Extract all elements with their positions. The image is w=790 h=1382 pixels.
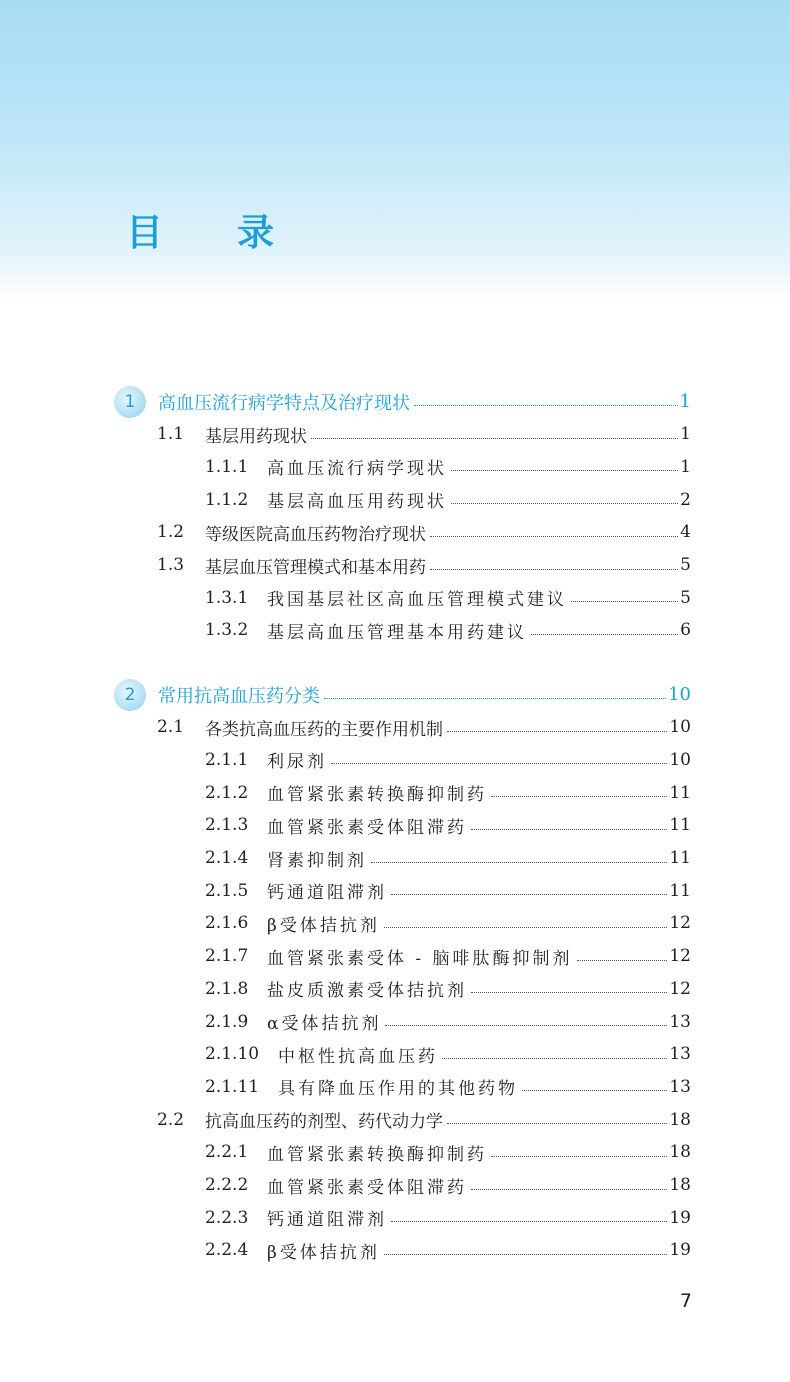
dot-leader	[385, 1025, 667, 1026]
toc-section-title: 抗高血压药的剂型、药代动力学	[205, 1112, 443, 1133]
chapter-number-badge: 1	[114, 386, 146, 418]
toc-page-number: 19	[669, 1240, 691, 1261]
toc-subsection-title: 钙通道阻滞剂	[267, 1210, 387, 1231]
dot-leader	[442, 1058, 667, 1059]
toc-section-entry[interactable]	[157, 418, 691, 451]
toc-subsection-title: β受体拮抗剂	[267, 915, 380, 936]
toc-subsection-number: 2.2.4	[205, 1240, 249, 1261]
toc-subsection-entry[interactable]	[205, 776, 691, 809]
toc-subsection-number: 1.1.1	[205, 456, 249, 477]
toc-section-number: 1.3	[157, 555, 185, 575]
dot-leader	[430, 569, 678, 570]
dot-leader	[451, 503, 678, 504]
toc-page-number: 13	[669, 1011, 691, 1032]
dot-leader	[451, 470, 678, 471]
toc-section-title: 各类抗高血压药的主要作用机制	[205, 719, 443, 740]
toc-subsection-entry[interactable]	[205, 842, 691, 875]
toc-page-number: 1	[680, 424, 691, 445]
toc-subsection-number: 2.1.1	[205, 749, 249, 770]
toc-subsection-number: 2.1.9	[205, 1011, 249, 1032]
toc-subsection-entry[interactable]	[205, 450, 691, 483]
toc-subsection-title: β受体拮抗剂	[267, 1242, 380, 1263]
dot-leader	[471, 829, 667, 830]
dot-leader	[571, 601, 678, 602]
toc-subsection-entry[interactable]	[205, 1169, 691, 1202]
toc-page-number: 10	[669, 749, 691, 770]
toc-page-number: 18	[669, 1109, 691, 1130]
dot-leader	[447, 731, 667, 732]
toc-subsection-entry[interactable]	[205, 1136, 691, 1169]
toc-subsection-number: 2.1.6	[205, 913, 249, 934]
dot-leader	[522, 1090, 667, 1091]
toc-subsection-title: 盐皮质激素受体拮抗剂	[267, 981, 467, 1002]
toc-subsection-title: α受体拮抗剂	[267, 1014, 382, 1034]
toc-subsection-title: 中枢性抗高血压药	[278, 1046, 438, 1067]
dot-leader	[447, 1123, 667, 1124]
toc-subsection-title: 钙通道阻滞剂	[267, 883, 387, 904]
toc-page-number: 12	[669, 978, 691, 999]
toc-subsection-number: 2.2.3	[205, 1207, 249, 1228]
toc-subsection-title: 具有降血压作用的其他药物	[278, 1079, 518, 1100]
dot-leader	[471, 1189, 667, 1190]
toc-subsection-entry[interactable]	[205, 1201, 691, 1234]
toc-page-number: 6	[680, 620, 691, 641]
toc-subsection-entry[interactable]	[205, 1038, 691, 1071]
dot-leader	[577, 960, 668, 961]
toc-section-number: 2.2	[157, 1109, 185, 1130]
header-band	[0, 0, 790, 300]
toc-page-number: 1	[679, 391, 691, 412]
toc-page-number: 10	[668, 684, 691, 705]
toc-page-number: 11	[669, 782, 691, 803]
toc-chapter-title: 高血压流行病学特点及治疗现状	[158, 392, 410, 414]
toc-subsection-number: 1.3.2	[205, 620, 249, 641]
dot-leader	[324, 698, 666, 699]
toc-page-number: 11	[669, 815, 691, 836]
toc-subsection-entry[interactable]	[205, 1005, 691, 1038]
toc-page-number: 2	[680, 489, 691, 510]
dot-leader	[471, 992, 667, 993]
dot-leader	[384, 927, 668, 928]
toc-subsection-title: 基层高血压管理基本用药建议	[267, 622, 527, 643]
toc-page-number: 13	[669, 1044, 691, 1065]
toc-page-number: 10	[669, 717, 691, 738]
toc-section-number: 2.1	[157, 717, 185, 738]
toc-subsection-title: 血管紧张素转换酶抑制药	[267, 1144, 487, 1165]
toc-section-title: 等级医院高血压药物治疗现状	[205, 524, 426, 545]
toc-section-entry[interactable]	[157, 516, 691, 549]
toc-subsection-entry[interactable]	[205, 940, 691, 973]
dot-leader	[391, 894, 667, 895]
toc-subsection-entry[interactable]	[205, 483, 691, 516]
toc-section-title: 基层血压管理模式和基本用药	[205, 557, 426, 578]
toc-section-entry[interactable]	[157, 1103, 691, 1136]
toc-subsection-entry[interactable]	[205, 809, 691, 842]
dot-leader	[491, 796, 667, 797]
toc-subsection-title: 高血压流行病学现状	[267, 459, 447, 480]
toc-page-number: 18	[669, 1142, 691, 1163]
toc-subsection-entry[interactable]	[205, 614, 691, 647]
toc-subsection-entry[interactable]	[205, 1234, 691, 1267]
toc-subsection-number: 2.1.4	[205, 848, 249, 868]
toc-subsection-number: 2.1.8	[205, 978, 249, 999]
toc-subsection-title: 我国基层社区高血压管理模式建议	[267, 590, 567, 611]
dot-leader	[430, 536, 678, 537]
toc-page-number: 1	[680, 456, 691, 477]
toc-subsection-number: 2.1.2	[205, 782, 249, 803]
toc-subsection-entry[interactable]	[205, 907, 691, 940]
toc-section-number: 1.2	[157, 522, 185, 543]
toc-chapter-entry[interactable]	[114, 385, 691, 418]
toc-page-number: 18	[669, 1175, 691, 1195]
toc-subsection-number: 2.2.1	[205, 1142, 249, 1163]
toc-subsection-entry[interactable]	[205, 1070, 691, 1103]
dot-leader	[384, 1254, 668, 1255]
page-number: 7	[679, 1290, 692, 1312]
toc-subsection-entry[interactable]	[205, 581, 691, 614]
toc-subsection-title: 利尿剂	[267, 752, 327, 773]
toc-page-number: 5	[680, 555, 691, 575]
toc-subsection-number: 2.2.2	[205, 1175, 249, 1195]
toc-page-number: 13	[669, 1076, 691, 1097]
toc-section-number: 1.1	[157, 424, 185, 445]
toc-page-number: 12	[669, 913, 691, 934]
toc-subsection-number: 2.1.10	[205, 1044, 260, 1065]
toc-subsection-number: 1.3.1	[205, 587, 249, 608]
toc-page-number: 11	[669, 880, 691, 901]
toc-subsection-title: 血管紧张素受体 - 脑啡肽酶抑制剂	[267, 948, 573, 969]
page-title: 目 录	[126, 211, 274, 254]
toc-subsection-number: 2.1.5	[205, 880, 249, 901]
dot-leader	[331, 763, 667, 764]
toc-subsection-entry[interactable]	[205, 972, 691, 1005]
toc-subsection-title: 血管紧张素转换酶抑制药	[267, 785, 487, 806]
dot-leader	[491, 1156, 667, 1157]
toc-page-number: 11	[669, 848, 691, 868]
dot-leader	[531, 634, 678, 635]
toc-page-number: 4	[680, 522, 691, 543]
toc-subsection-number: 1.1.2	[205, 489, 249, 510]
toc-subsection-number: 2.1.7	[205, 946, 249, 967]
toc-subsection-title: 血管紧张素受体阻滞药	[267, 817, 467, 838]
toc-subsection-title: 血管紧张素受体阻滞药	[267, 1177, 467, 1198]
dot-leader	[414, 405, 678, 406]
dot-leader	[311, 438, 678, 439]
dot-leader	[371, 862, 667, 863]
toc-page-number: 5	[680, 587, 691, 608]
chapter-number-badge: 2	[114, 679, 146, 711]
toc-subsection-title: 基层高血压用药现状	[267, 492, 447, 513]
toc-section-title: 基层用药现状	[205, 426, 307, 447]
toc-subsection-number: 2.1.11	[205, 1076, 260, 1097]
toc-subsection-entry[interactable]	[205, 743, 691, 776]
toc-section-entry[interactable]	[157, 549, 691, 582]
toc-page-number: 12	[669, 946, 691, 967]
toc-chapter-entry[interactable]	[114, 678, 691, 711]
toc-subsection-title: 肾素抑制剂	[267, 850, 367, 871]
toc-chapter-title: 常用抗高血压药分类	[158, 685, 320, 707]
toc-subsection-number: 2.1.3	[205, 815, 249, 836]
dot-leader	[391, 1221, 667, 1222]
toc-section-entry[interactable]	[157, 711, 691, 744]
toc-page-number: 19	[669, 1207, 691, 1228]
toc-subsection-entry[interactable]	[205, 874, 691, 907]
